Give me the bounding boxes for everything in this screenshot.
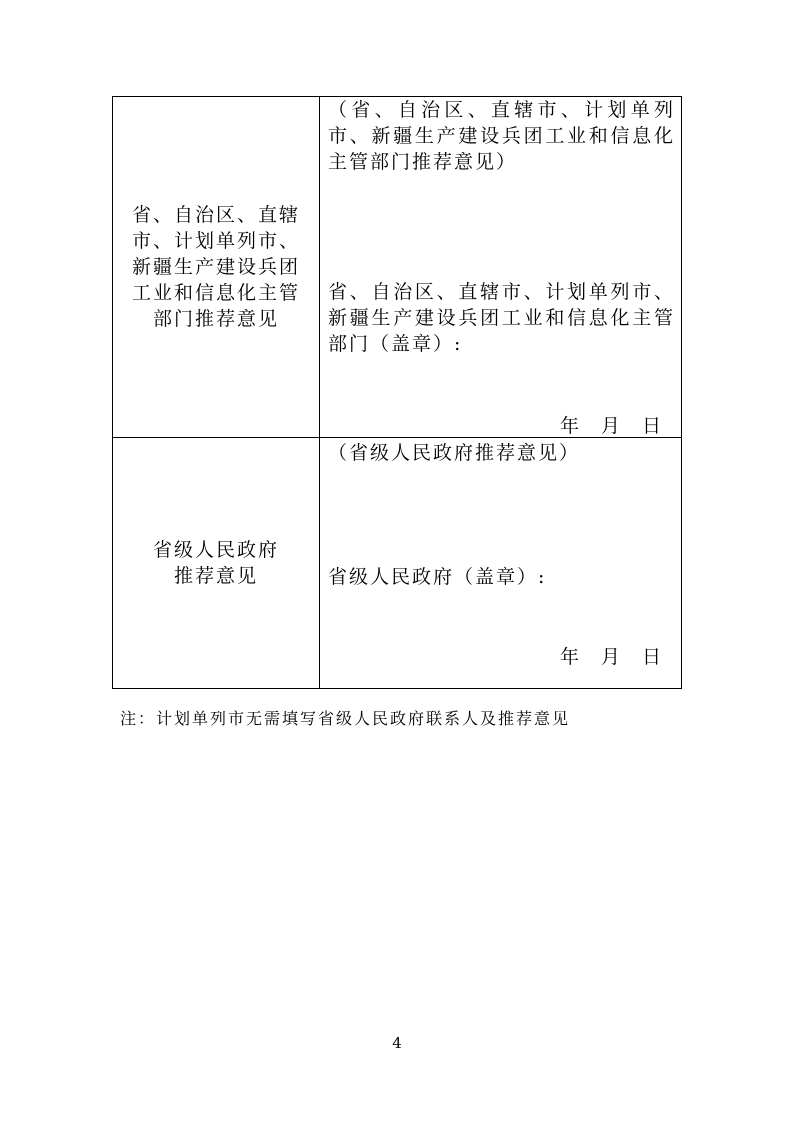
row-label: 省级人民政府推荐意见 [152, 539, 279, 587]
row-label-cell [113, 438, 320, 689]
opinion-cell[interactable] [320, 97, 682, 438]
table-row [113, 438, 682, 689]
seal-label: 省级人民政府（盖章）: [328, 566, 547, 588]
opinion-instruction: （省、自治区、直辖市、计划单列市、新疆生产建设兵团工业和信息化主管部门推荐意见） [328, 99, 675, 173]
date-day: 日 [641, 415, 661, 437]
date-month: 月 [600, 646, 620, 668]
footnote: 注：计划单列市无需填写省级人民政府联系人及推荐意见 [120, 709, 571, 728]
recommendation-table [112, 96, 682, 689]
date-line [538, 411, 661, 438]
date-year: 年 [559, 415, 579, 437]
row-label: 省、自治区、直辖市、计划单列市、新疆生产建设兵团工业和信息化主管部门推荐意见 [131, 204, 300, 330]
opinion-instruction: （省级人民政府推荐意见） [328, 442, 581, 464]
date-line [538, 642, 661, 669]
date-year: 年 [559, 646, 579, 668]
date-month: 月 [600, 415, 620, 437]
row-label-cell [113, 97, 320, 438]
opinion-cell[interactable] [320, 438, 682, 689]
page-number: 4 [392, 1034, 402, 1052]
table-row [113, 97, 682, 438]
date-day: 日 [641, 646, 661, 668]
seal-label: 省、自治区、直辖市、计划单列市、新疆生产建设兵团工业和信息化主管部门（盖章）: [328, 281, 675, 355]
